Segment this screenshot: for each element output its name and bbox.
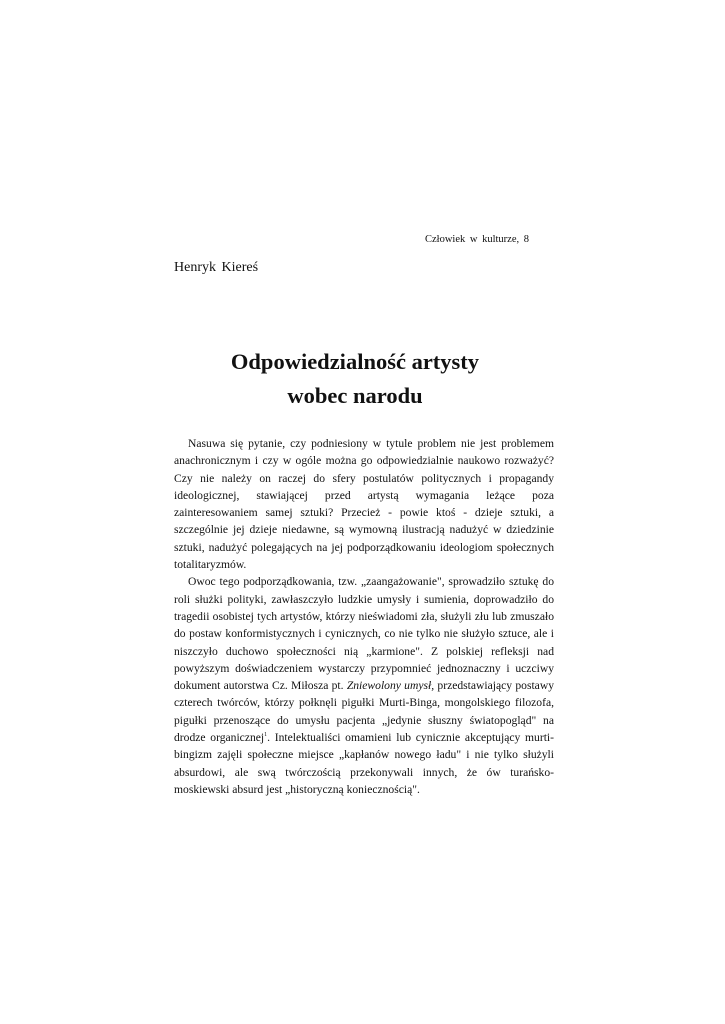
author-name: Henryk Kiereś — [174, 260, 259, 275]
title-line-1: Odpowiedzialność artysty — [230, 349, 480, 374]
article-title — [150, 345, 560, 413]
running-head: Człowiek w kulturze, 8 — [425, 234, 529, 245]
book-title-italic: Zniewolony umysł, — [346, 679, 435, 693]
paragraph-2-part-3: . Intelektualiści omamieni lub cynicznie akceptujący murti-bingizm zajęli społeczne miejsce „kapłanów nowego ładu" i nie tylko służyli absurdowi, ale swą twórczością przekonywali innych, że ów turańsko-moskiewski absurd jest „historyczną koniecznością". — [174, 731, 554, 796]
paragraph-2 — [174, 573, 554, 798]
article-body — [174, 435, 554, 798]
paragraph-2-part-2: przedstawiający postawy czterech twórców, którzy połknęli pigułki Murti-Binga, mongolskiego filozofa, pigułki przenoszące do umysłu pacjenta „jedynie słuszny światopogląd" na drodze organicznej — [174, 679, 554, 745]
footnote-marker[interactable]: 1 — [264, 732, 268, 739]
paragraph-1: Nasuwa się pytanie, czy podniesiony w tytule problem nie jest problemem anachronicznym i czy w ogóle można go odpowiedzialnie naukowo rozważyć? Czy nie należy on raczej do sfery postulatów politycznych i propagandy ideologicznej, stawiającej przed artystą wymagania leżące poza zainteresowaniem samej sztuki? Przecież - powie ktoś - dzieje sztuki, a szczególnie jej dzieje niedawne, są wymowną ilustracją nadużyć w dziedzinie sztuki, nadużyć polegających na jej podporządkowaniu ideologiom społecznych totalitaryzmów. — [174, 437, 554, 572]
title-line-2: wobec narodu — [287, 383, 423, 408]
paragraph-2-part-1: Owoc tego podporządkowania, tzw. „zaangażowanie", sprowadziło sztukę do roli służki polityki, zawłaszczyło ludzkie umysły i sumienia, doprowadziło do tragedii osobistej tych artystów, którzy nieświadomi zła, służyli złu lub zmuszało do postaw konformistycznych i cynicznych, co nie tylko nie służyło sztuce, ale i niszczyło duchowo społeczności nią „karmione". Z polskiej refleksji nad powyższym doświadczeniem wystarczy przypomnieć jednoznaczny i uczciwy dokument autorstwa Cz. Miłosza pt. — [174, 575, 554, 693]
